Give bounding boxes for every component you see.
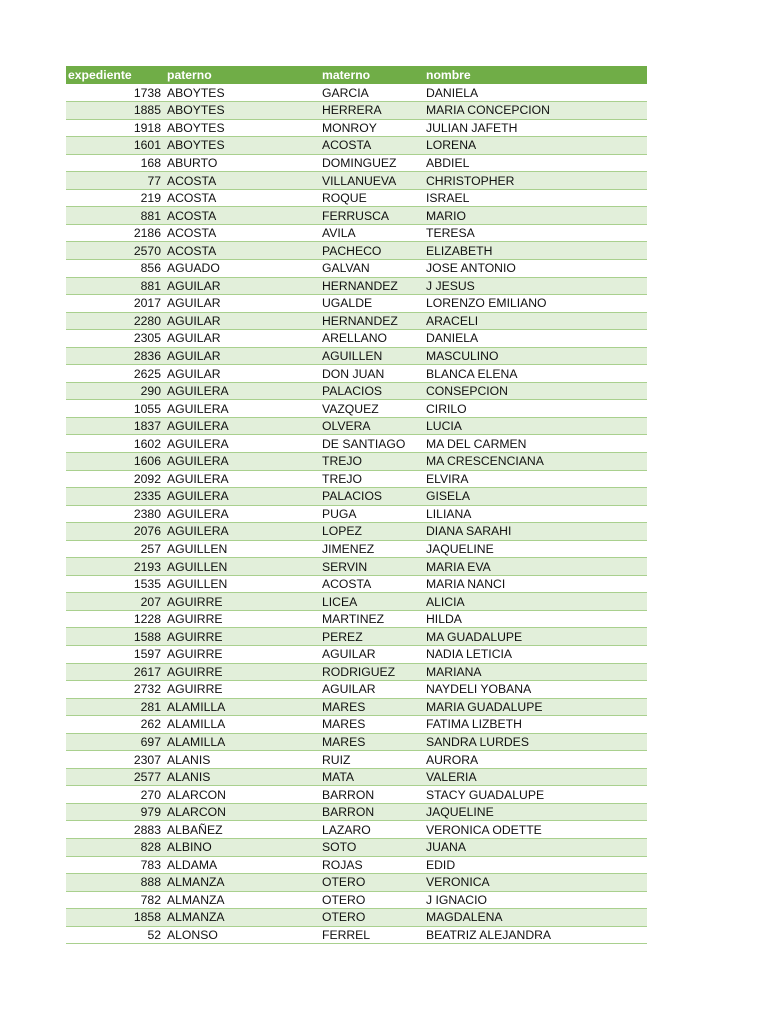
cell-paterno[interactable]: ALMANZA <box>165 874 320 892</box>
cell-materno[interactable]: MARTINEZ <box>320 610 424 628</box>
cell-nombre[interactable]: MARIANA <box>424 663 647 681</box>
cell-nombre[interactable]: GISELA <box>424 488 647 506</box>
cell-expediente[interactable]: 2617 <box>66 663 165 681</box>
cell-expediente[interactable]: 2186 <box>66 224 165 242</box>
cell-nombre[interactable]: VERONICA ODETTE <box>424 821 647 839</box>
cell-materno[interactable]: LOPEZ <box>320 523 424 541</box>
cell-materno[interactable]: LICEA <box>320 593 424 611</box>
cell-materno[interactable]: AGUILAR <box>320 646 424 664</box>
cell-paterno[interactable]: ALMANZA <box>165 891 320 909</box>
cell-materno[interactable]: ROJAS <box>320 856 424 874</box>
cell-nombre[interactable]: MARIA CONCEPCION <box>424 102 647 120</box>
cell-nombre[interactable]: SANDRA LURDES <box>424 733 647 751</box>
header-row <box>66 66 647 84</box>
cell-nombre[interactable]: LORENZO EMILIANO <box>424 295 647 313</box>
table-row <box>66 786 647 804</box>
cell-nombre[interactable]: TERESA <box>424 224 647 242</box>
cell-nombre[interactable]: LORENA <box>424 137 647 155</box>
cell-paterno[interactable]: ALAMILLA <box>165 716 320 734</box>
cell-materno[interactable]: VILLANUEVA <box>320 172 424 190</box>
cell-nombre[interactable]: BEATRIZ ALEJANDRA <box>424 926 647 944</box>
cell-paterno[interactable]: ABURTO <box>165 154 320 172</box>
cell-materno[interactable]: OTERO <box>320 874 424 892</box>
cell-expediente[interactable]: 207 <box>66 593 165 611</box>
cell-expediente[interactable]: 828 <box>66 839 165 857</box>
cell-paterno[interactable]: AGUILERA <box>165 523 320 541</box>
cell-expediente[interactable]: 2193 <box>66 558 165 576</box>
table-row <box>66 330 647 348</box>
cell-nombre[interactable]: MARIA GUADALUPE <box>424 698 647 716</box>
cell-expediente[interactable]: 1055 <box>66 400 165 418</box>
cell-expediente[interactable]: 2883 <box>66 821 165 839</box>
cell-nombre[interactable]: AURORA <box>424 751 647 769</box>
cell-paterno[interactable]: ALBINO <box>165 839 320 857</box>
table-row <box>66 154 647 172</box>
cell-paterno[interactable]: AGUIRRE <box>165 610 320 628</box>
data-table <box>66 66 647 944</box>
cell-nombre[interactable]: MA DEL CARMEN <box>424 435 647 453</box>
table-row <box>66 698 647 716</box>
cell-nombre[interactable]: JULIAN JAFETH <box>424 119 647 137</box>
cell-paterno[interactable]: ALMANZA <box>165 909 320 927</box>
table-row <box>66 417 647 435</box>
cell-paterno[interactable]: ABOYTES <box>165 102 320 120</box>
cell-nombre[interactable]: FATIMA LIZBETH <box>424 716 647 734</box>
cell-paterno[interactable]: AGUIRRE <box>165 681 320 699</box>
cell-materno[interactable]: FERREL <box>320 926 424 944</box>
cell-materno[interactable]: HERRERA <box>320 102 424 120</box>
table-row <box>66 224 647 242</box>
cell-expediente[interactable]: 270 <box>66 786 165 804</box>
table-row <box>66 312 647 330</box>
cell-paterno[interactable]: ALONSO <box>165 926 320 944</box>
cell-expediente[interactable]: 1858 <box>66 909 165 927</box>
cell-nombre[interactable]: MA CRESCENCIANA <box>424 452 647 470</box>
cell-expediente[interactable]: 1588 <box>66 628 165 646</box>
cell-expediente[interactable]: 2625 <box>66 365 165 383</box>
cell-expediente[interactable]: 2380 <box>66 505 165 523</box>
cell-materno[interactable]: GALVAN <box>320 259 424 277</box>
cell-expediente[interactable]: 1606 <box>66 452 165 470</box>
table-row <box>66 119 647 137</box>
cell-paterno[interactable]: AGUILAR <box>165 277 320 295</box>
table-body <box>66 84 647 944</box>
cell-paterno[interactable]: ALAMILLA <box>165 733 320 751</box>
cell-expediente[interactable]: 1918 <box>66 119 165 137</box>
table-row <box>66 558 647 576</box>
table-row <box>66 189 647 207</box>
cell-materno[interactable]: MARES <box>320 733 424 751</box>
cell-materno[interactable]: RODRIGUEZ <box>320 663 424 681</box>
cell-expediente[interactable]: 2570 <box>66 242 165 260</box>
cell-materno[interactable]: BARRON <box>320 803 424 821</box>
cell-nombre[interactable]: DIANA SARAHI <box>424 523 647 541</box>
table-row <box>66 277 647 295</box>
cell-nombre[interactable]: JAQUELINE <box>424 540 647 558</box>
cell-nombre[interactable]: ALICIA <box>424 593 647 611</box>
cell-expediente[interactable]: 881 <box>66 207 165 225</box>
cell-expediente[interactable]: 262 <box>66 716 165 734</box>
table-row <box>66 435 647 453</box>
cell-materno[interactable]: JIMENEZ <box>320 540 424 558</box>
cell-nombre[interactable]: LILIANA <box>424 505 647 523</box>
cell-materno[interactable]: SOTO <box>320 839 424 857</box>
table-row <box>66 628 647 646</box>
column-header-nombre[interactable]: nombre <box>426 68 471 82</box>
table-header <box>66 66 647 84</box>
cell-paterno[interactable]: AGUILERA <box>165 435 320 453</box>
cell-materno[interactable]: TREJO <box>320 470 424 488</box>
cell-expediente[interactable]: 1837 <box>66 417 165 435</box>
cell-materno[interactable]: MARES <box>320 716 424 734</box>
cell-expediente[interactable]: 1602 <box>66 435 165 453</box>
cell-paterno[interactable]: ABOYTES <box>165 119 320 137</box>
cell-nombre[interactable]: NAYDELI YOBANA <box>424 681 647 699</box>
cell-nombre[interactable]: HILDA <box>424 610 647 628</box>
table-row <box>66 242 647 260</box>
cell-paterno[interactable]: ACOSTA <box>165 172 320 190</box>
cell-expediente[interactable]: 1535 <box>66 575 165 593</box>
table-row <box>66 400 647 418</box>
cell-nombre[interactable]: J IGNACIO <box>424 891 647 909</box>
cell-paterno[interactable]: ALANIS <box>165 751 320 769</box>
cell-expediente[interactable]: 2577 <box>66 768 165 786</box>
table-row <box>66 207 647 225</box>
cell-materno[interactable]: ROQUE <box>320 189 424 207</box>
cell-paterno[interactable]: AGUILAR <box>165 365 320 383</box>
table-row <box>66 663 647 681</box>
cell-paterno[interactable]: ALANIS <box>165 768 320 786</box>
table-row <box>66 488 647 506</box>
cell-expediente[interactable]: 1228 <box>66 610 165 628</box>
cell-nombre[interactable]: ARACELI <box>424 312 647 330</box>
table-row <box>66 84 647 102</box>
table-row <box>66 470 647 488</box>
cell-nombre[interactable]: NADIA LETICIA <box>424 646 647 664</box>
cell-materno[interactable]: OLVERA <box>320 417 424 435</box>
column-header-paterno[interactable]: paterno <box>167 68 212 82</box>
table-row <box>66 856 647 874</box>
cell-materno[interactable]: ARELLANO <box>320 330 424 348</box>
cell-materno[interactable]: VAZQUEZ <box>320 400 424 418</box>
cell-expediente[interactable]: 888 <box>66 874 165 892</box>
cell-materno[interactable]: TREJO <box>320 452 424 470</box>
table-row <box>66 382 647 400</box>
cell-expediente[interactable]: 219 <box>66 189 165 207</box>
cell-expediente[interactable]: 979 <box>66 803 165 821</box>
cell-paterno[interactable]: ALARCON <box>165 803 320 821</box>
cell-nombre[interactable]: ISRAEL <box>424 189 647 207</box>
cell-paterno[interactable]: ACOSTA <box>165 207 320 225</box>
cell-paterno[interactable]: AGUILERA <box>165 505 320 523</box>
cell-paterno[interactable]: AGUILERA <box>165 382 320 400</box>
cell-materno[interactable]: DON JUAN <box>320 365 424 383</box>
cell-paterno[interactable]: ACOSTA <box>165 224 320 242</box>
cell-expediente[interactable]: 783 <box>66 856 165 874</box>
table-row <box>66 821 647 839</box>
table-row <box>66 733 647 751</box>
cell-materno[interactable]: MATA <box>320 768 424 786</box>
cell-materno[interactable]: AVILA <box>320 224 424 242</box>
cell-expediente[interactable]: 2280 <box>66 312 165 330</box>
cell-materno[interactable]: GARCIA <box>320 84 424 102</box>
cell-expediente[interactable]: 290 <box>66 382 165 400</box>
cell-materno[interactable]: AGUILAR <box>320 681 424 699</box>
cell-expediente[interactable]: 856 <box>66 259 165 277</box>
cell-materno[interactable]: PUGA <box>320 505 424 523</box>
cell-expediente[interactable]: 257 <box>66 540 165 558</box>
cell-nombre[interactable]: CONSEPCION <box>424 382 647 400</box>
cell-nombre[interactable]: DANIELA <box>424 84 647 102</box>
cell-paterno[interactable]: AGUIRRE <box>165 663 320 681</box>
cell-nombre[interactable]: ABDIEL <box>424 154 647 172</box>
cell-expediente[interactable]: 52 <box>66 926 165 944</box>
cell-expediente[interactable]: 1597 <box>66 646 165 664</box>
cell-nombre[interactable]: BLANCA ELENA <box>424 365 647 383</box>
cell-expediente[interactable]: 2335 <box>66 488 165 506</box>
spreadsheet-sheet <box>66 66 647 944</box>
cell-paterno[interactable]: AGUILERA <box>165 470 320 488</box>
cell-nombre[interactable]: JOSE ANTONIO <box>424 259 647 277</box>
cell-paterno[interactable]: AGUIRRE <box>165 646 320 664</box>
table-row <box>66 839 647 857</box>
cell-materno[interactable]: ACOSTA <box>320 575 424 593</box>
table-row <box>66 751 647 769</box>
cell-paterno[interactable]: ABOYTES <box>165 84 320 102</box>
cell-materno[interactable]: PALACIOS <box>320 382 424 400</box>
table-row <box>66 295 647 313</box>
cell-nombre[interactable]: MARIA NANCI <box>424 575 647 593</box>
cell-nombre[interactable]: EDID <box>424 856 647 874</box>
cell-paterno[interactable]: ALBAÑEZ <box>165 821 320 839</box>
cell-paterno[interactable]: AGUILAR <box>165 295 320 313</box>
cell-materno[interactable]: SERVIN <box>320 558 424 576</box>
cell-paterno[interactable]: ALAMILLA <box>165 698 320 716</box>
cell-nombre[interactable]: J JESUS <box>424 277 647 295</box>
cell-expediente[interactable]: 1601 <box>66 137 165 155</box>
cell-paterno[interactable]: ACOSTA <box>165 242 320 260</box>
cell-nombre[interactable]: CHRISTOPHER <box>424 172 647 190</box>
cell-paterno[interactable]: AGUILLEN <box>165 575 320 593</box>
table-row <box>66 137 647 155</box>
column-header-materno[interactable]: materno <box>322 68 371 82</box>
cell-paterno[interactable]: AGUILLEN <box>165 558 320 576</box>
cell-materno[interactable]: MONROY <box>320 119 424 137</box>
cell-expediente[interactable]: 2076 <box>66 523 165 541</box>
cell-paterno[interactable]: ALDAMA <box>165 856 320 874</box>
cell-nombre[interactable]: MARIO <box>424 207 647 225</box>
table-row <box>66 681 647 699</box>
table-row <box>66 102 647 120</box>
cell-paterno[interactable]: AGUIRRE <box>165 593 320 611</box>
table-row <box>66 716 647 734</box>
cell-nombre[interactable]: LUCIA <box>424 417 647 435</box>
cell-nombre[interactable]: VALERIA <box>424 768 647 786</box>
cell-materno[interactable]: HERNANDEZ <box>320 277 424 295</box>
cell-expediente[interactable]: 2307 <box>66 751 165 769</box>
table-row <box>66 891 647 909</box>
cell-expediente[interactable]: 2017 <box>66 295 165 313</box>
cell-nombre[interactable]: JAQUELINE <box>424 803 647 821</box>
cell-materno[interactable]: FERRUSCA <box>320 207 424 225</box>
cell-materno[interactable]: AGUILLEN <box>320 347 424 365</box>
cell-expediente[interactable]: 168 <box>66 154 165 172</box>
cell-expediente[interactable]: 2305 <box>66 330 165 348</box>
cell-paterno[interactable]: AGUILERA <box>165 417 320 435</box>
table-row <box>66 646 647 664</box>
cell-materno[interactable]: ACOSTA <box>320 137 424 155</box>
cell-materno[interactable]: RUIZ <box>320 751 424 769</box>
cell-materno[interactable]: DE SANTIAGO <box>320 435 424 453</box>
cell-expediente[interactable]: 2092 <box>66 470 165 488</box>
cell-materno[interactable]: UGALDE <box>320 295 424 313</box>
table-row <box>66 523 647 541</box>
cell-materno[interactable]: PALACIOS <box>320 488 424 506</box>
cell-nombre[interactable]: MARIA EVA <box>424 558 647 576</box>
cell-materno[interactable]: PACHECO <box>320 242 424 260</box>
cell-expediente[interactable]: 881 <box>66 277 165 295</box>
cell-paterno[interactable]: AGUIRRE <box>165 628 320 646</box>
table-row <box>66 803 647 821</box>
table-row <box>66 874 647 892</box>
cell-expediente[interactable]: 1885 <box>66 102 165 120</box>
cell-expediente[interactable]: 697 <box>66 733 165 751</box>
table-row <box>66 575 647 593</box>
table-row <box>66 347 647 365</box>
table-row <box>66 610 647 628</box>
cell-paterno[interactable]: ACOSTA <box>165 189 320 207</box>
cell-materno[interactable]: OTERO <box>320 909 424 927</box>
cell-nombre[interactable]: CIRILO <box>424 400 647 418</box>
cell-materno[interactable]: MARES <box>320 698 424 716</box>
cell-paterno[interactable]: AGUILAR <box>165 312 320 330</box>
cell-materno[interactable]: BARRON <box>320 786 424 804</box>
cell-nombre[interactable]: MA GUADALUPE <box>424 628 647 646</box>
cell-materno[interactable]: OTERO <box>320 891 424 909</box>
table-row <box>66 172 647 190</box>
cell-nombre[interactable]: MAGDALENA <box>424 909 647 927</box>
cell-paterno[interactable]: AGUILLEN <box>165 540 320 558</box>
cell-materno[interactable]: DOMINGUEZ <box>320 154 424 172</box>
cell-paterno[interactable]: ABOYTES <box>165 137 320 155</box>
cell-paterno[interactable]: AGUILERA <box>165 488 320 506</box>
cell-paterno[interactable]: ALARCON <box>165 786 320 804</box>
cell-expediente[interactable]: 77 <box>66 172 165 190</box>
cell-nombre[interactable]: DANIELA <box>424 330 647 348</box>
table-row <box>66 365 647 383</box>
cell-materno[interactable]: PEREZ <box>320 628 424 646</box>
cell-paterno[interactable]: AGUILERA <box>165 400 320 418</box>
cell-paterno[interactable]: AGUILAR <box>165 347 320 365</box>
table-row <box>66 926 647 944</box>
cell-nombre[interactable]: ELVIRA <box>424 470 647 488</box>
cell-paterno[interactable]: AGUILERA <box>165 452 320 470</box>
table-row <box>66 909 647 927</box>
cell-expediente[interactable]: 2732 <box>66 681 165 699</box>
table-row <box>66 768 647 786</box>
cell-paterno[interactable]: AGUADO <box>165 259 320 277</box>
cell-expediente[interactable]: 281 <box>66 698 165 716</box>
cell-nombre[interactable]: JUANA <box>424 839 647 857</box>
cell-expediente[interactable]: 2836 <box>66 347 165 365</box>
cell-nombre[interactable]: MASCULINO <box>424 347 647 365</box>
cell-nombre[interactable]: VERONICA <box>424 874 647 892</box>
column-header-expediente[interactable]: expediente <box>68 68 132 82</box>
cell-materno[interactable]: LAZARO <box>320 821 424 839</box>
cell-expediente[interactable]: 1738 <box>66 84 165 102</box>
table-row <box>66 259 647 277</box>
table-row <box>66 593 647 611</box>
table-row <box>66 540 647 558</box>
cell-nombre[interactable]: STACY GUADALUPE <box>424 786 647 804</box>
cell-materno[interactable]: HERNANDEZ <box>320 312 424 330</box>
table-row <box>66 505 647 523</box>
cell-expediente[interactable]: 782 <box>66 891 165 909</box>
table-row <box>66 452 647 470</box>
cell-nombre[interactable]: ELIZABETH <box>424 242 647 260</box>
cell-paterno[interactable]: AGUILAR <box>165 330 320 348</box>
